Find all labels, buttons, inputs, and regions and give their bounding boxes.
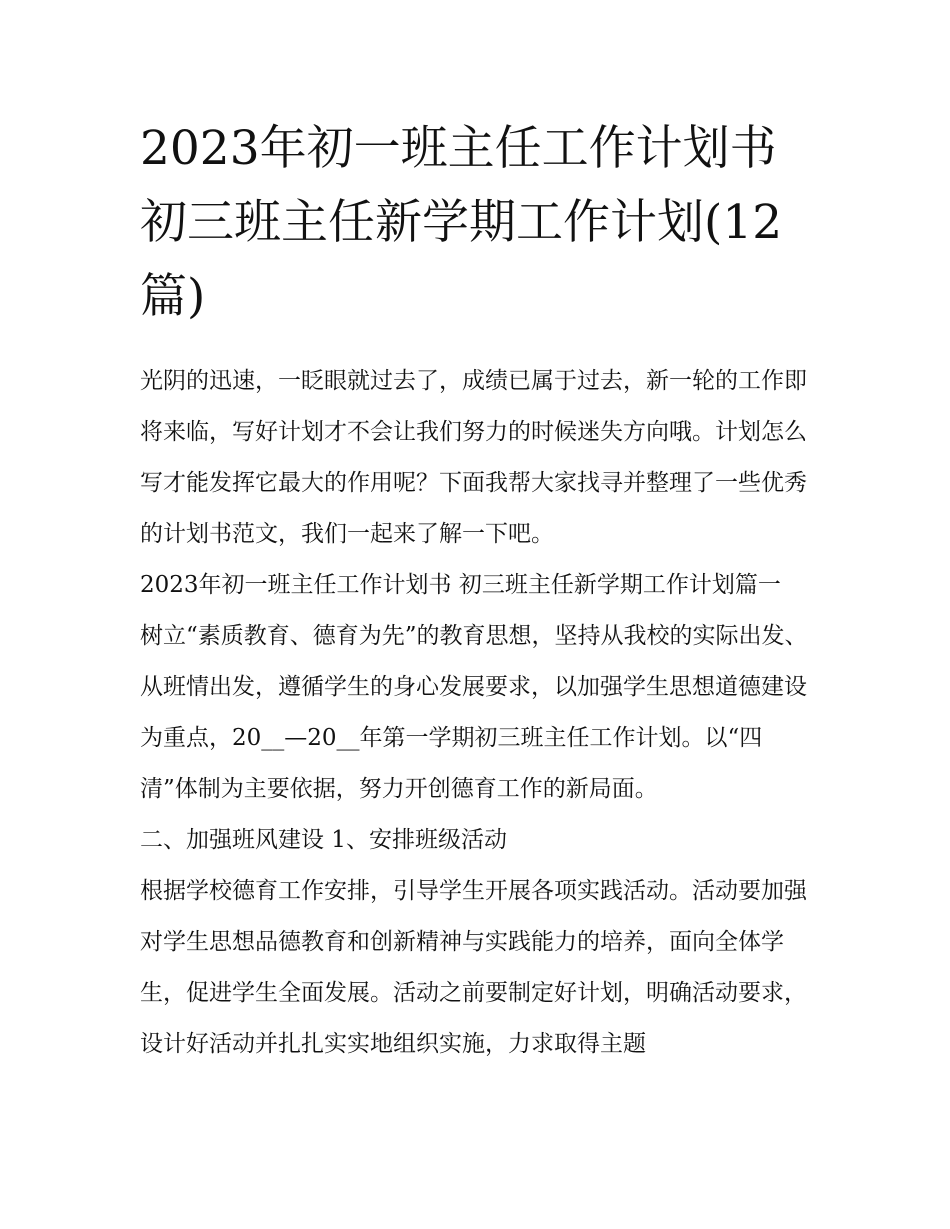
intro-paragraph: 光阴的迅速，一眨眼就过去了，成绩已属于过去，新一轮的工作即将来临，写好计划才不会让我们努力的时候迷失方向哦。计划怎么写才能发挥它最大的作用呢？下面我帮大家找寻并整理了一些优秀的计划书范文，我们一起来了解一下吧。 [140, 368, 807, 547]
body-paragraph-2: 根据学校德育工作安排，引导学生开展各项实践活动。活动要加强对学生思想品德教育和创新精神与实践能力的培养，面向全体学生，促进学生全面发展。活动之前要制定好计划，明确活动要求，设计好活动并扎扎实实地组织实施，力求取得主题 [140, 878, 807, 1057]
document-body [140, 356, 820, 1070]
subheading-class-activities: 二、加强班风建设 1、安排班级活动 [140, 827, 507, 853]
section-heading: 2023年初一班主任工作计划书 初三班主任新学期工作计划篇一 [140, 572, 781, 598]
body-paragraph-1: 树立“素质教育、德育为先”的教育思想，坚持从我校的实际出发、从班情出发，遵循学生的身心发展要求，以加强学生思想道德建设为重点，20__—20__年第一学期初三班主任工作计划。以“四清”体制为主要依据，努力开创德育工作的新局面。 [140, 623, 808, 802]
page-title: 2023年初一班主任工作计划书 初三班主任新学期工作计划(12篇) [140, 121, 783, 324]
